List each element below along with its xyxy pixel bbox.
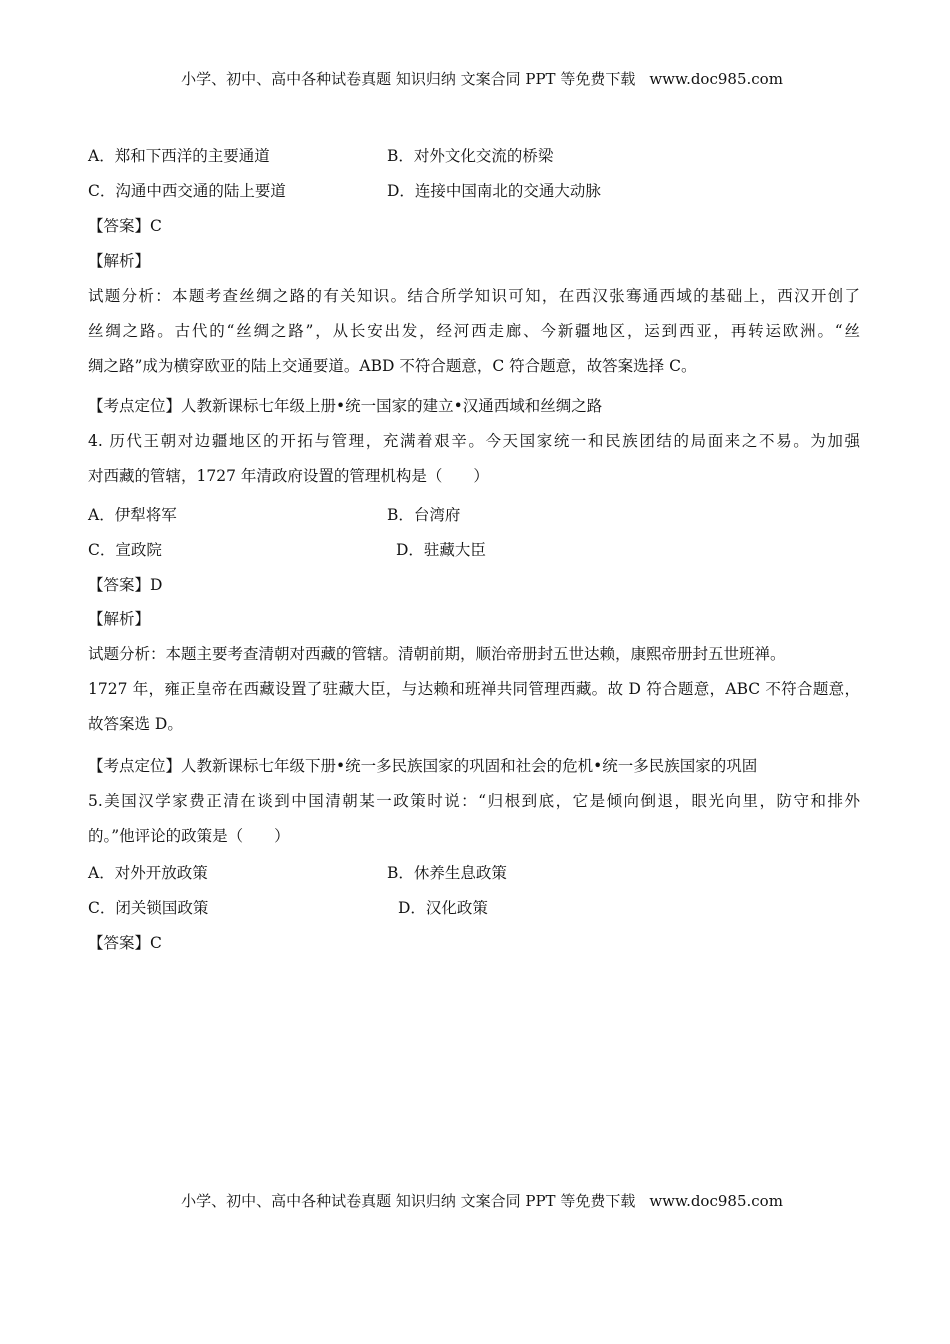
q4-option-a: A．伊犁将军	[88, 506, 177, 524]
q3-point: 【考点定位】人教新课标七年级上册•统一国家的建立•汉通西域和丝绸之路	[88, 397, 603, 415]
q4-analysis-label: 【解析】	[88, 610, 151, 628]
footer-text: 小学、初中、高中各种试卷真题 知识归纳 文案合同 PPT 等免费下载	[181, 1192, 636, 1210]
q4-option-c: C．宣政院	[88, 541, 162, 559]
q5-stem-line: 的。”他评论的政策是（ ）	[88, 827, 290, 845]
q4-options-row2	[88, 540, 486, 560]
q4-analysis-line: 1727 年，雍正皇帝在西藏设置了驻藏大臣，与达赖和班禅共同管理西藏。故 D 符合题意，ABC 不符合题意，	[88, 680, 860, 698]
q5-stem-line: 5.美国汉学家费正清在谈到中国清朝某一政策时说：“归根到底，它是倾向倒退，眼光向里，防守和排外	[88, 792, 860, 810]
q3-option-c: C．沟通中西交通的陆上要道	[88, 182, 286, 200]
q4-analysis-line: 故答案选 D。	[88, 715, 183, 733]
q5-option-b: B．休养生息政策	[387, 864, 507, 882]
q4-option-d: D．驻藏大臣	[396, 541, 486, 559]
header-site: www.doc985.com	[649, 70, 783, 88]
q3-option-b: B．对外文化交流的桥梁	[387, 147, 554, 165]
q5-answer: 【答案】C	[88, 934, 162, 952]
page-header	[0, 68, 950, 89]
q4-point: 【考点定位】人教新课标七年级下册•统一多民族国家的巩固和社会的危机•统一多民族国家的巩固	[88, 757, 758, 775]
q4-stem-line: 对西藏的管辖，1727 年清政府设置的管理机构是（ ）	[88, 467, 489, 485]
q5-option-c: C．闭关锁国政策	[88, 899, 209, 917]
q3-analysis-line: 试题分析：本题考查丝绸之路的有关知识。结合所学知识可知，在西汉张骞通西域的基础上，西汉开创了	[88, 287, 860, 305]
q4-stem-line: 4. 历代王朝对边疆地区的开拓与管理，充满着艰辛。今天国家统一和民族团结的局面来之不易。为加强	[88, 432, 860, 450]
q3-option-d: D．连接中国南北的交通大动脉	[387, 182, 601, 200]
header-text: 小学、初中、高中各种试卷真题 知识归纳 文案合同 PPT 等免费下载	[181, 70, 636, 88]
q5-options-row1	[88, 863, 507, 883]
q3-options-row1	[88, 146, 554, 166]
q4-answer: 【答案】D	[88, 576, 163, 594]
q4-option-b: B．台湾府	[387, 506, 461, 524]
footer-site: www.doc985.com	[649, 1192, 783, 1210]
page-footer	[0, 1190, 950, 1211]
q5-option-a: A．对外开放政策	[88, 864, 208, 882]
q3-options-row2	[88, 181, 601, 201]
q3-analysis-label: 【解析】	[88, 252, 151, 270]
q4-options-row1	[88, 505, 461, 525]
q4-analysis-line: 试题分析：本题主要考查清朝对西藏的管辖。清朝前期，顺治帝册封五世达赖，康熙帝册封五世班禅。	[88, 645, 786, 663]
q5-options-row2	[88, 898, 488, 918]
q5-option-d: D．汉化政策	[398, 899, 488, 917]
q3-analysis-line: 绸之路”成为横穿欧亚的陆上交通要道。ABD 不符合题意，C 符合题意，故答案选择 C。	[88, 357, 697, 375]
q3-option-a: A．郑和下西洋的主要通道	[88, 147, 270, 165]
q3-analysis-line: 丝绸之路。古代的“丝绸之路”，从长安出发，经河西走廊、今新疆地区，运到西亚，再转运欧洲。“丝	[88, 322, 860, 340]
q3-answer: 【答案】C	[88, 217, 162, 235]
